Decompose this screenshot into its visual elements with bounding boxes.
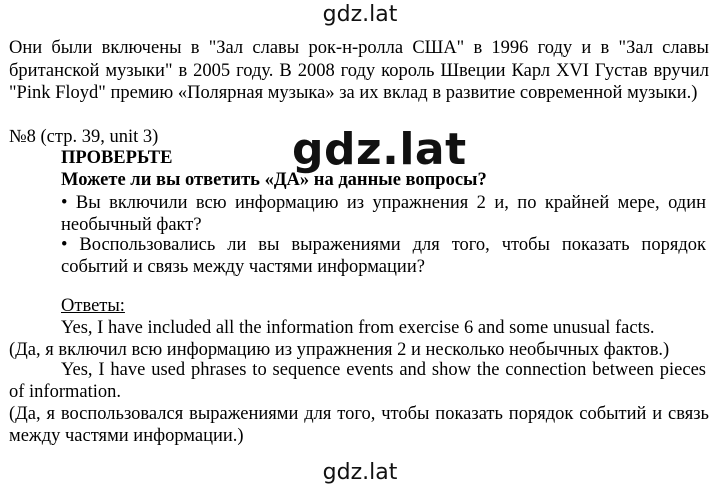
intro-line-3: "Pink Floyd" премию «Полярная музыка» за их вклад в развитие современной музыки.) bbox=[9, 83, 698, 103]
watermark-top: gdz.lat bbox=[322, 2, 398, 27]
answer-1-translation: (Да, я включил всю информацию из упражнения 2 и несколько необычных фактов.) bbox=[9, 340, 670, 360]
answer-2-translation-line-2: между частями информации.) bbox=[9, 426, 244, 446]
answer-1: Yes, I have included all the information from exercise 6 and some unusual facts. bbox=[61, 318, 655, 338]
bullet-1-line-2: необычный факт? bbox=[61, 215, 202, 235]
bullet-2-text: • Воспользовались ли вы выражениями для того, чтобы показать порядок bbox=[61, 235, 706, 255]
answer-2-translation-text: (Да, я воспользовался выражениями для того, чтобы показать порядок событий и связь bbox=[9, 404, 709, 424]
exercise-heading: №8 (стр. 39, unit 3) bbox=[9, 127, 159, 147]
intro-line-2: британской музыки" в 2005 году. В 2008 году король Швеции Карл XVI Густав вручил bbox=[9, 60, 709, 81]
bullet-2-line-1 bbox=[61, 234, 706, 257]
check-title: ПРОВЕРЬТЕ bbox=[61, 148, 173, 168]
watermark-bottom: gdz.lat bbox=[322, 460, 398, 485]
answer-2-line-1 bbox=[61, 359, 706, 382]
watermark-middle: gdz.lat bbox=[292, 124, 467, 175]
bullet-1-line-1 bbox=[61, 192, 706, 215]
intro-paragraph bbox=[9, 37, 709, 105]
answer-2-line-2: of information. bbox=[9, 382, 122, 402]
bullet-1-text: • Вы включили всю информацию из упражнения 2 и, по крайней мере, один bbox=[61, 193, 706, 213]
bullet-2-line-2: событий и связь между частями информации? bbox=[61, 257, 425, 277]
answer-2-translation-line-1 bbox=[9, 403, 709, 426]
answer-2-text: Yes, I have used phrases to sequence events and show the connection between pieces bbox=[61, 360, 706, 380]
check-question: Можете ли вы ответить «ДА» на данные вопросы? bbox=[61, 170, 487, 190]
intro-line-1: Они были включены в "Зал славы рок-н-ролла США" в 1996 году и в "Зал славы bbox=[9, 38, 709, 58]
answers-label: Ответы: bbox=[61, 296, 125, 316]
